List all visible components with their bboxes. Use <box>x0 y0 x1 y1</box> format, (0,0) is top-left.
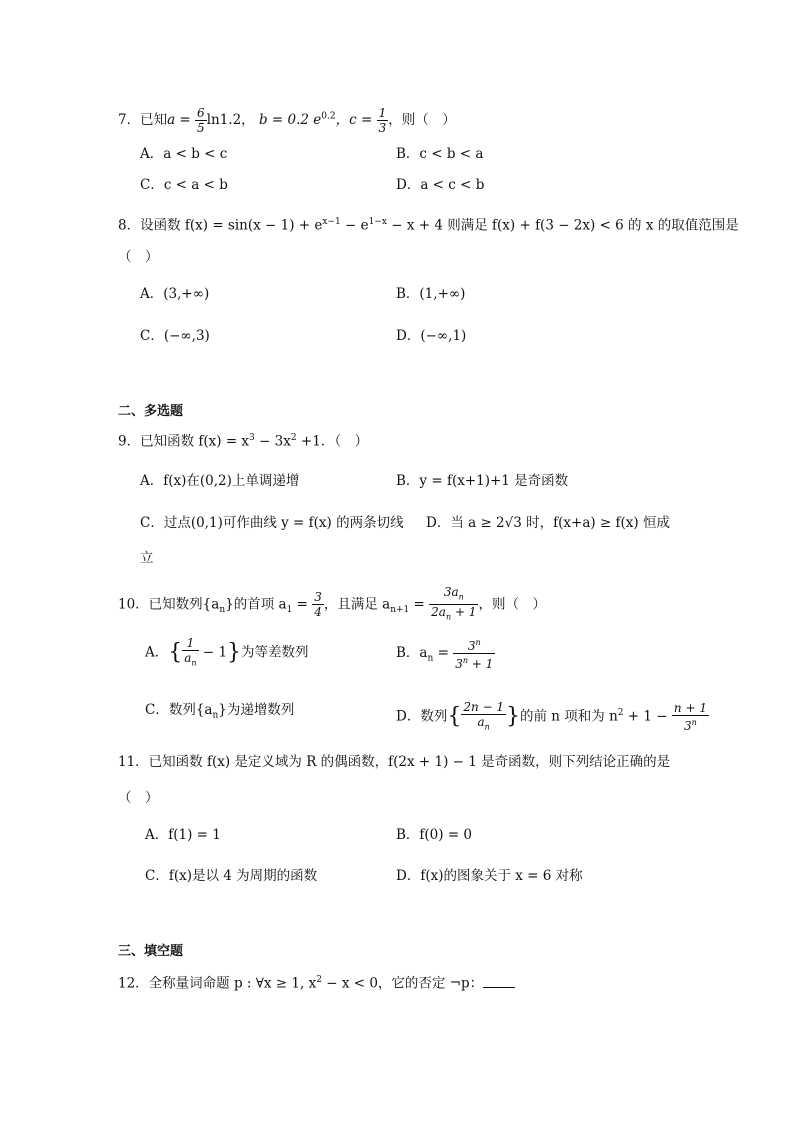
q7-a-num: 6 <box>197 106 205 120</box>
q10-rec-num <box>429 585 478 605</box>
question-8 <box>118 212 739 236</box>
q10-rec-num-sub: n <box>458 592 464 602</box>
q8-option-a: A．(3,+∞) <box>140 286 210 302</box>
q10-a-brace-left: { <box>168 640 183 666</box>
q8-line2: （ ） <box>118 249 159 265</box>
q10-recurrence-fraction <box>429 585 478 625</box>
q10-d-brace-right: } <box>506 704 521 730</box>
q10-b-pre: B．a <box>396 645 428 661</box>
q9-sup2: 2 <box>290 433 297 443</box>
q12-text-pre: 12．全称量词命题 p : ∀x ≥ 1, x <box>118 975 317 992</box>
q10-cond: ，且满足 a <box>323 596 391 613</box>
q7-option-b: B．c < b < a <box>396 146 484 162</box>
q10-first-fraction <box>312 590 324 619</box>
q7-a-tail: ln1.2， <box>206 112 255 128</box>
q10-sub-np1: n+1 <box>390 605 410 616</box>
q7-option-a: A．a < b < c <box>140 146 228 162</box>
q10-rec-den-text: 2a <box>431 605 446 620</box>
q10-b-fraction <box>453 636 495 671</box>
q11-option-c: C．f(x)是以 4 为周期的函数 <box>145 868 318 884</box>
q10-a-brace-right: } <box>227 640 242 666</box>
q10-d-den <box>461 715 506 734</box>
q7-c-def: ，c = <box>335 112 377 128</box>
q9-option-a: A．f(x)在(0,2)上单调递增 <box>140 473 300 489</box>
q11-option-b: B．f(0) = 0 <box>396 827 473 843</box>
q10-eq: = <box>292 596 313 613</box>
q10-a-num: 1 <box>182 636 198 651</box>
q10-option-c <box>145 700 294 726</box>
q8-exp1: x−1 <box>322 217 341 227</box>
q10-rec-den-tail: + 1 <box>451 605 477 620</box>
q10-rec-den <box>429 605 478 624</box>
q7-option-d: D．a < c < b <box>396 177 485 193</box>
q10-a-pre: A． <box>145 644 169 661</box>
q9-text-pre: 9．已知函数 f(x) = x <box>118 433 250 450</box>
q10-b-den-text: 3 <box>455 657 463 671</box>
q10-d-pre: D．数列 <box>396 708 448 725</box>
q10-first-num: 3 <box>314 590 322 605</box>
q10-d-sum-fraction <box>672 701 709 733</box>
q10-c-tail: }为递增数列 <box>218 702 295 718</box>
answer-blank[interactable] <box>483 987 515 988</box>
q9-text-tail: +1．（ ） <box>296 433 369 450</box>
q10-b-num-text: 3 <box>467 639 476 653</box>
q10-b-num-sup: n <box>475 638 481 647</box>
q10-c-sub: n <box>212 710 219 721</box>
q12-sup: 2 <box>316 975 322 985</box>
q7-c-den: 3 <box>378 121 387 135</box>
q10-d-plus: + 1 − <box>623 708 672 725</box>
q7-b-def: b = 0.2 e <box>258 112 322 128</box>
q7-c-num: 1 <box>378 106 387 120</box>
q7-a-den: 5 <box>197 121 205 135</box>
q10-sub-n: n <box>219 605 226 616</box>
q8-line1: 8．设函数 f(x) = sin(x − 1) + e <box>118 217 323 234</box>
q11-option-a: A．f(1) = 1 <box>145 827 221 843</box>
q9-option-b: B．y = f(x+1)+1 是奇函数 <box>396 473 569 489</box>
q8-option-b: B．(1,+∞) <box>396 286 466 302</box>
q10-d-fraction <box>461 700 506 734</box>
q9-option-c: C．过点(0,1)可作曲线 y = f(x) 的两条切线 <box>140 515 404 531</box>
q10-lead: 10．已知数列{a <box>118 596 220 613</box>
question-7 <box>118 106 456 135</box>
question-9 <box>118 428 368 452</box>
q7-lead: 7．已知 <box>118 112 168 128</box>
q9-sup1: 3 <box>249 433 255 443</box>
q10-option-d <box>396 700 709 734</box>
q9-option-d: D．当 a ≥ 2√3 时，f(x+a) ≥ f(x) 恒成 <box>426 515 670 531</box>
question-11: 11．已知函数 f(x) 是定义域为 R 的偶函数，f(2x + 1) − 1 是奇函数，则下列结论正确的是 <box>118 754 671 770</box>
q10-mid: }的首项 a <box>225 596 287 613</box>
q10-d-sup: 2 <box>617 708 624 719</box>
q11-option-d: D．f(x)的图象关于 x = 6 对称 <box>396 868 583 884</box>
q10-d-fnum: n + 1 <box>673 701 707 716</box>
section-multiple-choice: 二、多选题 <box>118 404 184 419</box>
q10-sub-1: 1 <box>286 605 293 616</box>
q10-d-num: 2n − 1 <box>463 700 505 714</box>
q9-option-d-continued: 立 <box>140 550 154 566</box>
q10-a-fraction <box>182 636 198 670</box>
q10-a-minus: − 1 <box>198 644 228 661</box>
q10-d-fden-sup: n <box>691 718 697 728</box>
q10-b-num <box>453 636 495 654</box>
q8-option-d: D．(−∞,1) <box>396 328 467 344</box>
q7-b-exp: 0.2 <box>321 111 336 122</box>
q10-first-den: 4 <box>314 605 322 620</box>
q10-d-fden <box>672 716 709 733</box>
q10-d-brace-left: { <box>447 704 462 730</box>
q7-c-fraction <box>377 106 389 135</box>
q10-d-fden-text: 3 <box>684 719 692 734</box>
q9-text-mid: − 3x <box>254 433 291 450</box>
question-10 <box>118 585 546 625</box>
q10-c-text: C．数列{a <box>145 702 213 718</box>
q12-text-mid: − x < 0，它的否定 ¬p： <box>321 975 484 992</box>
q10-option-b <box>396 636 495 671</box>
q10-rec-num-text: 3a <box>443 585 459 599</box>
q7-tail: ，则（ ） <box>388 112 456 128</box>
q10-d-mid: 的前 n 项和为 n <box>520 708 618 725</box>
q8-exp2: 1−x <box>368 217 387 227</box>
q8-option-c: C．(−∞,3) <box>140 328 210 344</box>
q10-option-a <box>145 636 309 670</box>
q10-b-eq: = <box>433 645 454 661</box>
q10-b-den <box>453 654 495 671</box>
q7-a-def: a = <box>167 112 196 128</box>
q10-tail: ，则（ ） <box>478 596 546 613</box>
q10-rec-den-sub: n <box>445 612 452 622</box>
q7-a-fraction <box>195 106 207 135</box>
q7-option-c: C．c < a < b <box>140 177 228 193</box>
q10-b-den-tail: + 1 <box>467 657 494 671</box>
q10-b-sub: n <box>427 653 434 664</box>
q10-eq2: = <box>409 596 430 613</box>
q10-a-tail: 为等差数列 <box>241 644 309 661</box>
q11-line2: （ ） <box>118 790 159 806</box>
q10-d-den-sub: n <box>484 722 490 732</box>
q8-line1-tail: − x + 4 则满足 f(x) + f(3 − 2x) < 6 的 x 的取值范围是 <box>386 217 739 234</box>
q10-a-den <box>182 651 198 670</box>
q10-d-den-text: a <box>477 715 485 729</box>
q8-mid1: − e <box>340 217 369 234</box>
q10-b-den-sup: n <box>462 656 468 665</box>
section-fill-in-blank: 三、填空题 <box>118 944 184 959</box>
q10-a-den-text: a <box>184 651 192 665</box>
question-12 <box>118 970 515 994</box>
q10-a-den-sub: n <box>191 658 197 668</box>
